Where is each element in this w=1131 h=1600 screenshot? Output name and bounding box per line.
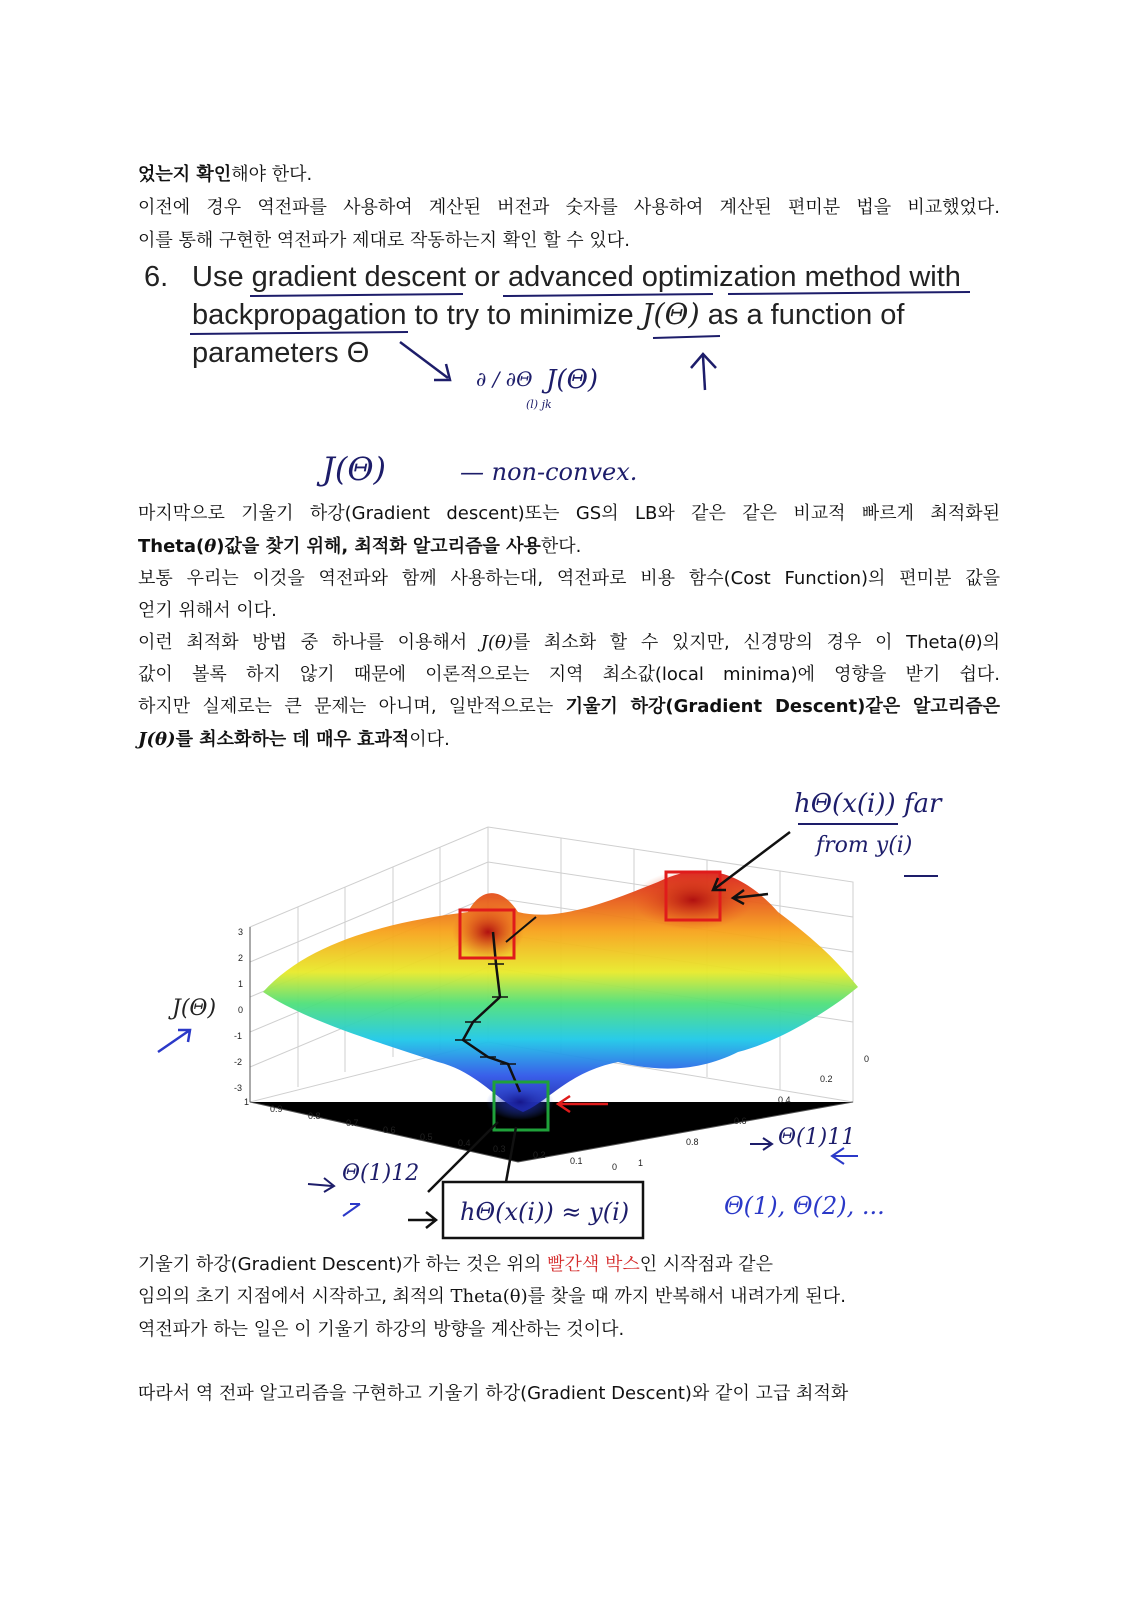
hand-theta12: Θ(1)12 <box>342 1161 420 1186</box>
red-text: 빨간색 박스 <box>547 1254 640 1275</box>
svg-text:0.1: 0.1 <box>570 1156 583 1166</box>
para3-line3: 역전파가 하는 일은 이 기울기 하강의 방향을 계산하는 것이다. <box>138 1319 625 1340</box>
svg-text:-2: -2 <box>234 1057 243 1067</box>
hand-from: from y(i) <box>816 833 913 858</box>
para2-line6: 값이 볼록 하지 않기 때문에 이론적으로는 지역 최소값(local minima)에 영향을 받기 쉽다. <box>138 664 1000 685</box>
svg-text:0.8: 0.8 <box>308 1111 321 1121</box>
arrow-icon <box>158 1030 190 1052</box>
hand-params: Θ(1), Θ(2), ... <box>724 1192 885 1220</box>
arrow-icon <box>408 1212 436 1228</box>
svg-text:-3: -3 <box>234 1083 243 1093</box>
hand-J2: J(Θ) <box>322 450 387 488</box>
slide-line3: parameters Θ <box>192 337 370 369</box>
para1-line1: 었는지 확인해야 한다. <box>138 164 313 185</box>
hand-theta11: Θ(1)11 <box>778 1125 856 1150</box>
para2-line8: J(θ)를 최소화하는 데 매우 효과적이다. <box>138 729 450 750</box>
svg-text:0: 0 <box>612 1162 618 1172</box>
slide-number: 6. <box>144 261 169 293</box>
bold-text: 었는지 확인 <box>138 164 232 185</box>
para3-line1: 기울기 하강(Gradient Descent)가 하는 것은 위의 빨간색 박스인 시작점과 같은 <box>138 1254 773 1275</box>
svg-text:0.6: 0.6 <box>734 1116 747 1126</box>
hand-J: J(Θ) <box>546 365 599 395</box>
svg-text:0.5: 0.5 <box>420 1132 433 1142</box>
slide-figure <box>138 258 1000 500</box>
hand-box-text: hΘ(x(i)) ≈ y(i) <box>460 1198 630 1226</box>
svg-text:1: 1 <box>638 1158 644 1168</box>
svg-text:3: 3 <box>238 927 244 937</box>
para1-line2: 이전에 경우 역전파를 사용하여 계산된 버전과 숫자를 사용하여 계산된 편미분 법을 비교했었다. <box>138 197 1000 218</box>
para2-line5: 이런 최적화 방법 중 하나를 이용해서 J(θ)를 최소화 할 수 있지만, 신경망의 경우 이 Theta(θ)의 <box>138 632 1000 653</box>
surface-plot-figure <box>138 772 1000 1244</box>
svg-text:0.2: 0.2 <box>533 1150 546 1160</box>
hand-top: hΘ(x(i)) far <box>794 789 942 819</box>
svg-text:2: 2 <box>238 953 244 963</box>
hand-nonconvex: — non-convex. <box>460 458 638 486</box>
arrow-icon <box>343 1204 360 1216</box>
hand-partial: ∂ / ∂Θ <box>476 367 533 391</box>
svg-text:0.4: 0.4 <box>778 1095 791 1105</box>
svg-text:0.3: 0.3 <box>493 1144 506 1154</box>
svg-text:1: 1 <box>238 979 244 989</box>
para2-line3: 보통 우리는 이것을 역전파와 함께 사용하는대, 역전파로 비용 함수(Cost Function)의 편미분 값을 <box>138 568 1000 589</box>
para2-line2: Theta(θ)값을 찾기 위해, 최적화 알고리즘을 사용한다. <box>138 536 582 557</box>
arrow-icon <box>713 832 790 890</box>
arrow-icon <box>750 1138 772 1150</box>
para2-line7: 하지만 실제로는 큰 문제는 아니며, 일반적으로는 기울기 하강(Gradient Descent)같은 알고리즘은 <box>138 696 1000 717</box>
svg-text:0.8: 0.8 <box>686 1137 699 1147</box>
svg-text:0.2: 0.2 <box>820 1074 833 1084</box>
svg-text:0.6: 0.6 <box>383 1125 396 1135</box>
para1-line3: 이를 통해 구현한 역전파가 제대로 작동하는지 확인 할 수 있다. <box>138 230 630 251</box>
svg-text:-1: -1 <box>234 1031 243 1041</box>
arrow-icon <box>832 1148 858 1164</box>
para3-line2: 임의의 초기 지점에서 시작하고, 최적의 Theta(θ)를 찾을 때 까지 반복해서 내려가게 된다. <box>138 1286 846 1307</box>
z-axis-ticks <box>234 927 243 1093</box>
svg-text:0.9: 0.9 <box>270 1104 283 1114</box>
svg-text:0.7: 0.7 <box>346 1118 359 1128</box>
para2-line1: 마지막으로 기울기 하강(Gradient descent)또는 GS의 LB와 같은 같은 비교적 빠르게 최적화된 <box>138 503 1000 524</box>
arrow-icon <box>308 1178 334 1192</box>
svg-text:0: 0 <box>864 1054 870 1064</box>
slide-line2: backpropagation to try to minimize J(Θ) as a function of <box>192 297 905 331</box>
slide-line1: Use gradient descent or advanced optimization method with <box>192 261 961 293</box>
para3-line4: 따라서 역 전파 알고리즘을 구현하고 기울기 하강(Gradient Descent)와 같이 고급 최적화 <box>138 1383 849 1404</box>
para2-line4: 얻기 위해서 이다. <box>138 600 277 621</box>
svg-text:1: 1 <box>244 1097 250 1107</box>
hand-partial-sub: (l) jk <box>526 398 552 411</box>
svg-text:0.4: 0.4 <box>458 1138 471 1148</box>
svg-text:0: 0 <box>238 1005 244 1015</box>
plot-ylabel: J(Θ) <box>172 996 217 1021</box>
